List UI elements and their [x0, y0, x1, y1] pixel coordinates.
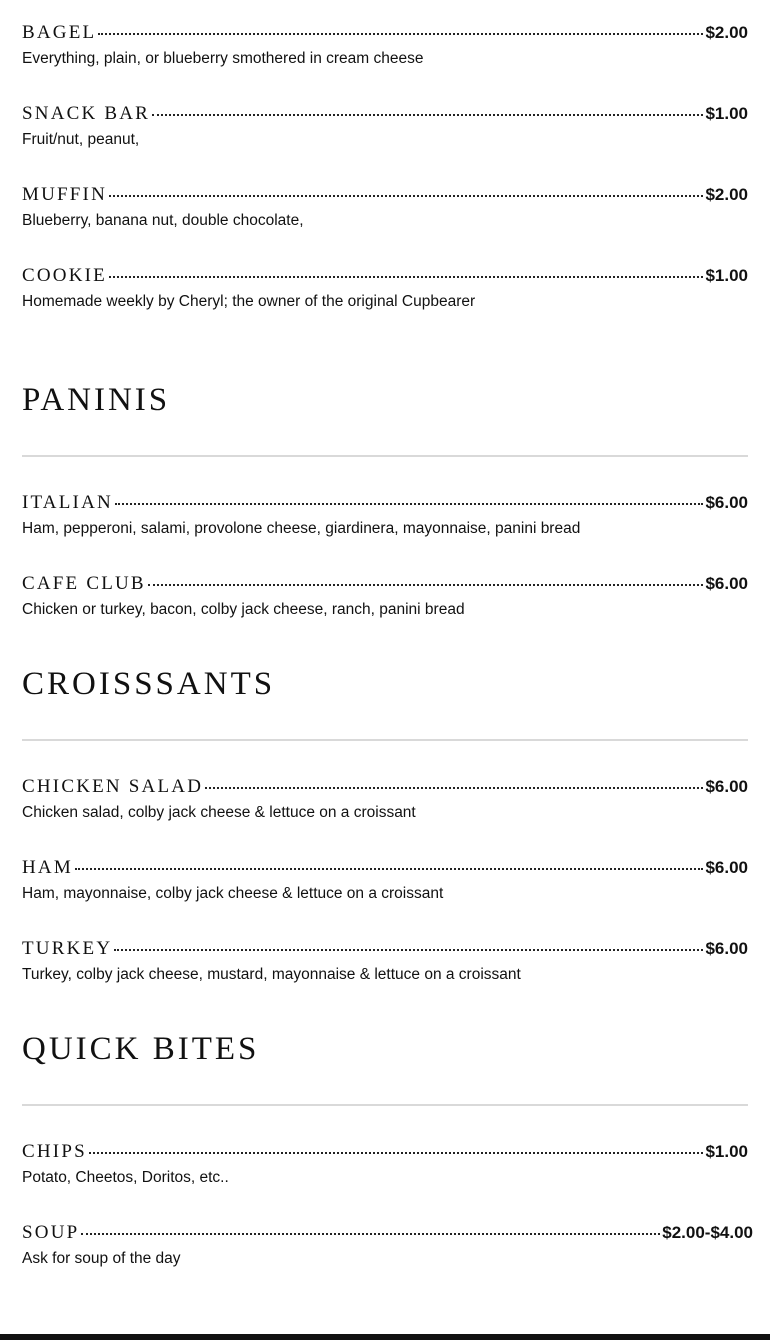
dotted-leader — [115, 503, 704, 505]
item-description: Ask for soup of the day — [22, 1250, 181, 1267]
item-name: COOKIE — [22, 265, 107, 286]
dotted-leader — [75, 868, 704, 870]
item-price: $6.00 — [705, 939, 748, 958]
item-name: SNACK BAR — [22, 103, 151, 124]
menu-item-cafe-club — [22, 573, 748, 633]
menu-item-chips — [22, 1141, 748, 1201]
section-title-paninis: PANINIS — [22, 382, 171, 418]
dotted-leader — [109, 276, 703, 278]
section-title-quick-bites: QUICK BITES — [22, 1031, 260, 1067]
menu-item-chicken-salad — [22, 776, 748, 836]
item-name: CHIPS — [22, 1141, 87, 1162]
menu-item-cookie — [22, 265, 748, 325]
item-description: Everything, plain, or blueberry smothered in cream cheese — [22, 50, 424, 67]
item-description: Homemade weekly by Cheryl; the owner of the original Cupbearer — [22, 293, 476, 310]
item-description: Chicken or turkey, bacon, colby jack cheese, ranch, panini bread — [22, 601, 465, 618]
item-name: TURKEY — [22, 938, 113, 959]
section-divider — [22, 1104, 748, 1106]
item-description: Chicken salad, colby jack cheese & lettuce on a croissant — [22, 804, 416, 821]
item-price: $6.00 — [705, 493, 748, 512]
dotted-leader — [89, 1152, 704, 1154]
item-description: Potato, Cheetos, Doritos, etc.. — [22, 1169, 229, 1186]
dotted-leader — [98, 33, 703, 35]
item-price: $1.00 — [705, 1142, 748, 1161]
dotted-leader — [148, 584, 704, 586]
item-description: Ham, pepperoni, salami, provolone cheese, giardinera, mayonnaise, panini bread — [22, 520, 581, 537]
menu-item-italian — [22, 492, 748, 552]
item-price: $6.00 — [705, 777, 748, 796]
dotted-leader — [152, 114, 703, 116]
menu-item-snack-bar — [22, 103, 748, 163]
item-price: $2.00 — [705, 23, 748, 42]
item-name: BAGEL — [22, 22, 97, 43]
menu-item-ham — [22, 857, 748, 917]
dotted-leader — [205, 787, 703, 789]
menu-item-soup — [22, 1222, 753, 1282]
section-title-croissants: CROISSSANTS — [22, 666, 276, 702]
item-description: Ham, mayonnaise, colby jack cheese & lettuce on a croissant — [22, 885, 444, 902]
menu-item-muffin — [22, 184, 748, 244]
section-divider — [22, 739, 748, 741]
item-name: ITALIAN — [22, 492, 113, 513]
item-price: $6.00 — [705, 858, 748, 877]
footer-bar — [0, 1334, 770, 1340]
section-divider — [22, 455, 748, 457]
item-name: MUFFIN — [22, 184, 107, 205]
item-description: Blueberry, banana nut, double chocolate, — [22, 212, 304, 229]
menu-item-turkey — [22, 938, 748, 998]
menu-item-bagel — [22, 22, 748, 82]
dotted-leader — [114, 949, 703, 951]
item-name: HAM — [22, 857, 73, 878]
item-name: CAFE CLUB — [22, 573, 146, 594]
item-price: $1.00 — [705, 266, 748, 285]
item-name: CHICKEN SALAD — [22, 776, 204, 797]
item-price: $2.00 — [705, 185, 748, 204]
dotted-leader — [81, 1233, 660, 1235]
item-price: $1.00 — [705, 104, 748, 123]
item-price: $2.00-$4.00 — [662, 1223, 753, 1242]
item-description: Fruit/nut, peanut, — [22, 131, 140, 148]
dotted-leader — [109, 195, 703, 197]
item-description: Turkey, colby jack cheese, mustard, mayonnaise & lettuce on a croissant — [22, 966, 521, 983]
item-price: $6.00 — [705, 574, 748, 593]
item-name: SOUP — [22, 1222, 80, 1243]
